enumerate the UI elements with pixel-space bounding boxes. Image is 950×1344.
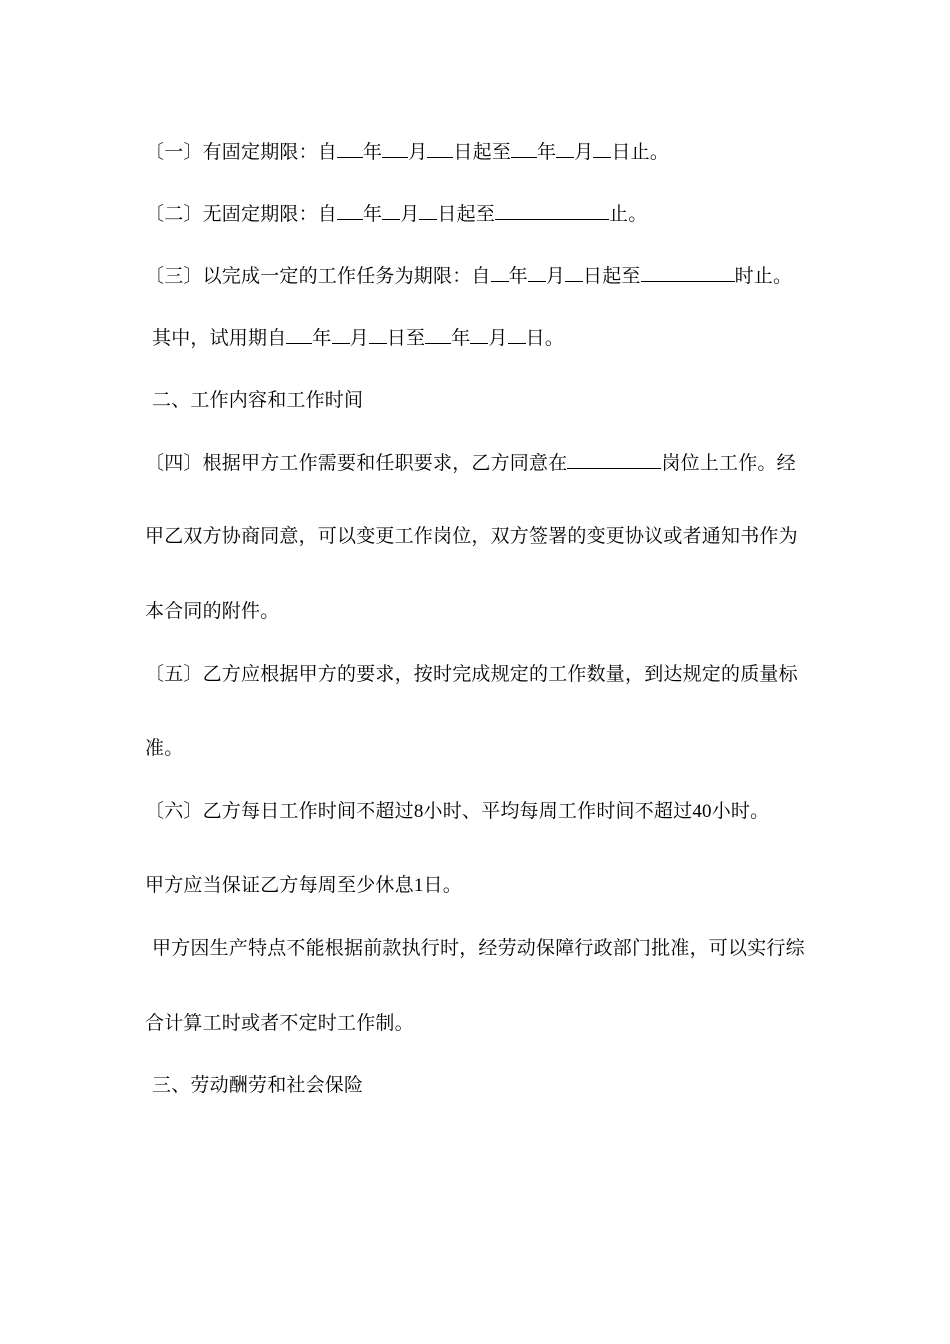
blank-field (427, 139, 453, 158)
blank-field (419, 201, 437, 220)
month-label: 月 (545, 265, 566, 287)
blank-field (382, 201, 400, 220)
blank-field (369, 325, 387, 344)
term-open-line (145, 201, 647, 226)
from-to-label: 日起至 (437, 203, 496, 225)
special-hours-line: 甲方因生产特点不能根据前款执行时，经劳动保障行政部门批准，可以实行综 (152, 937, 805, 959)
clause-4-text-end: 岗位上工作。经 (661, 452, 796, 474)
probation-line (152, 325, 564, 350)
year-label: 年 (312, 327, 332, 349)
blank-field (508, 325, 526, 344)
term-task-label: 〔三〕以完成一定的工作任务为期限：自 (145, 265, 491, 287)
from-to-label: 日起至 (583, 265, 641, 287)
blank-field (593, 139, 611, 158)
end-label: 日止。 (611, 141, 670, 163)
clause-4-end: 本合同的附件。 (145, 600, 280, 622)
clause-6-line (145, 799, 769, 824)
year-label: 年 (537, 141, 557, 163)
year-label: 年 (363, 141, 383, 163)
month-label: 月 (408, 141, 428, 163)
blank-field (511, 139, 537, 158)
month-label: 月 (488, 327, 508, 349)
end-label: 日。 (525, 327, 565, 349)
term-fixed-label: 〔一〕有固定期限：自 (145, 141, 338, 163)
rest-days-value: 1 (413, 875, 424, 896)
year-label: 年 (363, 203, 383, 225)
weekly-hours-value: 40 (692, 801, 712, 822)
from-to-label: 日起至 (453, 141, 512, 163)
term-open-label: 〔二〕无固定期限：自 (145, 203, 338, 225)
blank-field (470, 325, 488, 344)
blank-field (425, 325, 451, 344)
month-label: 月 (349, 327, 369, 349)
year-label: 年 (508, 265, 528, 287)
blank-field (382, 139, 408, 158)
blank-field (565, 263, 583, 282)
blank-field (286, 325, 312, 344)
blank-field (337, 139, 363, 158)
blank-field (337, 201, 363, 220)
clause-6-text-end: 小时。 (711, 800, 770, 822)
daily-hours-value: 8 (413, 801, 424, 822)
blank-field (556, 139, 574, 158)
clause-4-line (145, 450, 796, 475)
end-label: 止。 (609, 203, 648, 225)
blank-field (495, 201, 609, 220)
clause-6-text-mid: 小时、平均每周工作时间不超过 (423, 800, 693, 822)
section-heading-2: 二、工作内容和工作时间 (152, 389, 364, 411)
probation-label: 其中，试用期自 (152, 327, 287, 349)
term-fixed-line (145, 139, 669, 164)
section-heading-3: 三、劳动酬劳和社会保险 (152, 1074, 364, 1096)
end-label: 时止。 (734, 265, 793, 287)
clause-4-continuation: 甲乙双方协商同意，可以变更工作岗位，双方签署的变更协议或者通知书作为 (145, 525, 798, 547)
clause-5-line: 〔五〕乙方应根据甲方的要求，按时完成规定的工作数量，到达规定的质量标 (145, 663, 798, 685)
blank-field (641, 263, 735, 282)
clause-4-text: 〔四〕根据甲方工作需要和任职要求，乙方同意在 (145, 452, 568, 474)
month-label: 月 (400, 203, 420, 225)
year-label: 年 (451, 327, 471, 349)
blank-field (567, 450, 661, 469)
rest-day-text: 甲方应当保证乙方每周至少休息 (145, 874, 414, 896)
clause-6-text: 〔六〕乙方每日工作时间不超过 (145, 800, 414, 822)
rest-day-text-end: 日。 (423, 874, 462, 896)
blank-field (528, 263, 546, 282)
clause-5-end: 准。 (145, 737, 184, 759)
to-label: 日至 (386, 327, 426, 349)
blank-field (332, 325, 350, 344)
blank-field (491, 263, 509, 282)
special-hours-end: 合计算工时或者不定时工作制。 (145, 1012, 414, 1034)
rest-day-line (145, 873, 462, 898)
month-label: 月 (574, 141, 594, 163)
term-task-line (145, 263, 792, 288)
